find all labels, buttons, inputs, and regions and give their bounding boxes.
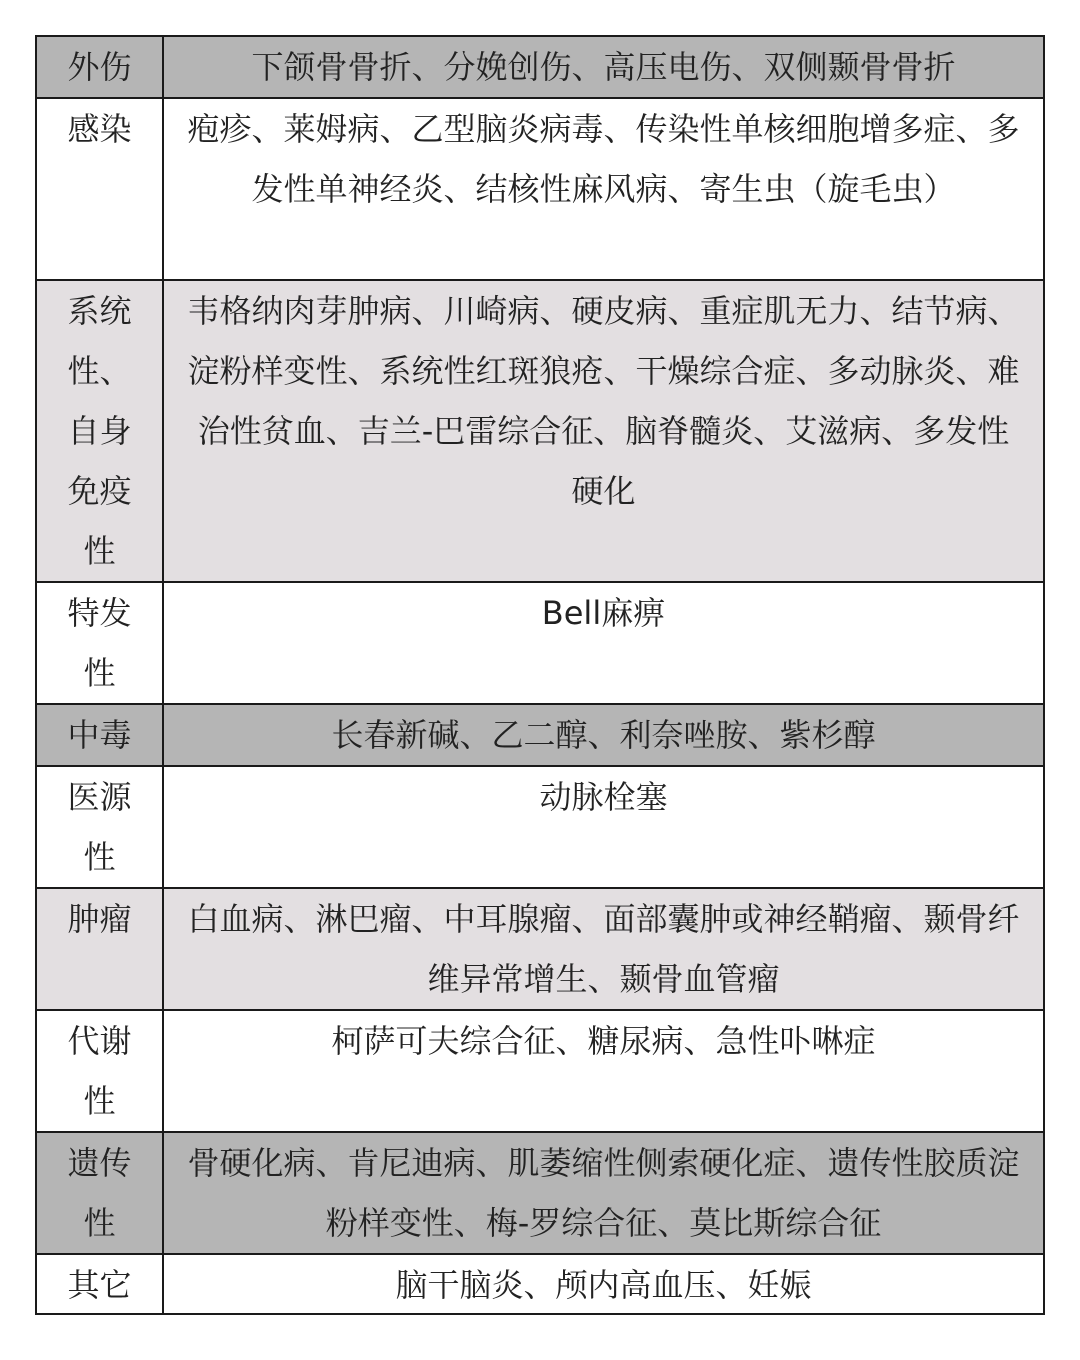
causes-cell: 动脉栓塞 bbox=[539, 778, 668, 816]
table-row-idiopathic bbox=[37, 583, 1043, 705]
table-row-infection bbox=[37, 99, 1043, 281]
causes-cell: 白血病、淋巴瘤、中耳腺瘤、面部囊肿或神经鞘瘤、颞骨纤维异常增生、颞骨血管瘤 bbox=[187, 900, 1020, 998]
causes-cell: 韦格纳肉芽肿病、川崎病、硬皮病、重症肌无力、结节病、淀粉样变性、系统性红斑狼疮、干燥综合症、多动脉炎、难治性贫血、吉兰-巴雷综合征、脑脊髓炎、艾滋病、多发性硬化 bbox=[187, 292, 1020, 510]
category-cell: 感染 bbox=[37, 99, 164, 279]
category-cell: 外伤 bbox=[37, 37, 164, 97]
table-row-other bbox=[37, 1255, 1043, 1313]
causes-cell: Bell麻痹 bbox=[541, 594, 666, 632]
category-cell: 中毒 bbox=[37, 705, 164, 765]
category-cell: 系统性、自身免疫性 bbox=[37, 281, 164, 581]
table-row-hereditary bbox=[37, 1133, 1043, 1255]
causes-cell: 长春新碱、乙二醇、利奈唑胺、紫杉醇 bbox=[331, 716, 876, 754]
category-cell: 肿瘤 bbox=[37, 889, 164, 1009]
table-row-toxic bbox=[37, 705, 1043, 767]
causes-cell: 脑干脑炎、颅内高血压、妊娠 bbox=[395, 1266, 812, 1304]
table-row-metabolic bbox=[37, 1011, 1043, 1133]
category-cell: 代谢性 bbox=[37, 1011, 164, 1131]
table-row-trauma bbox=[37, 37, 1043, 99]
table-row-tumor bbox=[37, 889, 1043, 1011]
table-row-systemic-autoimmune bbox=[37, 281, 1043, 583]
category-cell: 遗传性 bbox=[37, 1133, 164, 1253]
table-row-iatrogenic bbox=[37, 767, 1043, 889]
facial-paralysis-causes-table bbox=[35, 35, 1045, 1315]
category-cell: 医源性 bbox=[37, 767, 164, 887]
causes-cell: 柯萨可夫综合征、糖尿病、急性卟啉症 bbox=[331, 1022, 876, 1060]
causes-cell: 疱疹、莱姆病、乙型脑炎病毒、传染性单核细胞增多症、多发性单神经炎、结核性麻风病、寄生虫（旋毛虫） bbox=[187, 110, 1020, 208]
category-cell: 特发性 bbox=[37, 583, 164, 703]
causes-cell: 骨硬化病、肯尼迪病、肌萎缩性侧索硬化症、遗传性胶质淀粉样变性、梅-罗综合征、莫比斯综合征 bbox=[187, 1144, 1020, 1242]
category-cell: 其它 bbox=[37, 1255, 164, 1313]
causes-cell: 下颌骨骨折、分娩创伤、高压电伤、双侧颞骨骨折 bbox=[251, 48, 956, 86]
